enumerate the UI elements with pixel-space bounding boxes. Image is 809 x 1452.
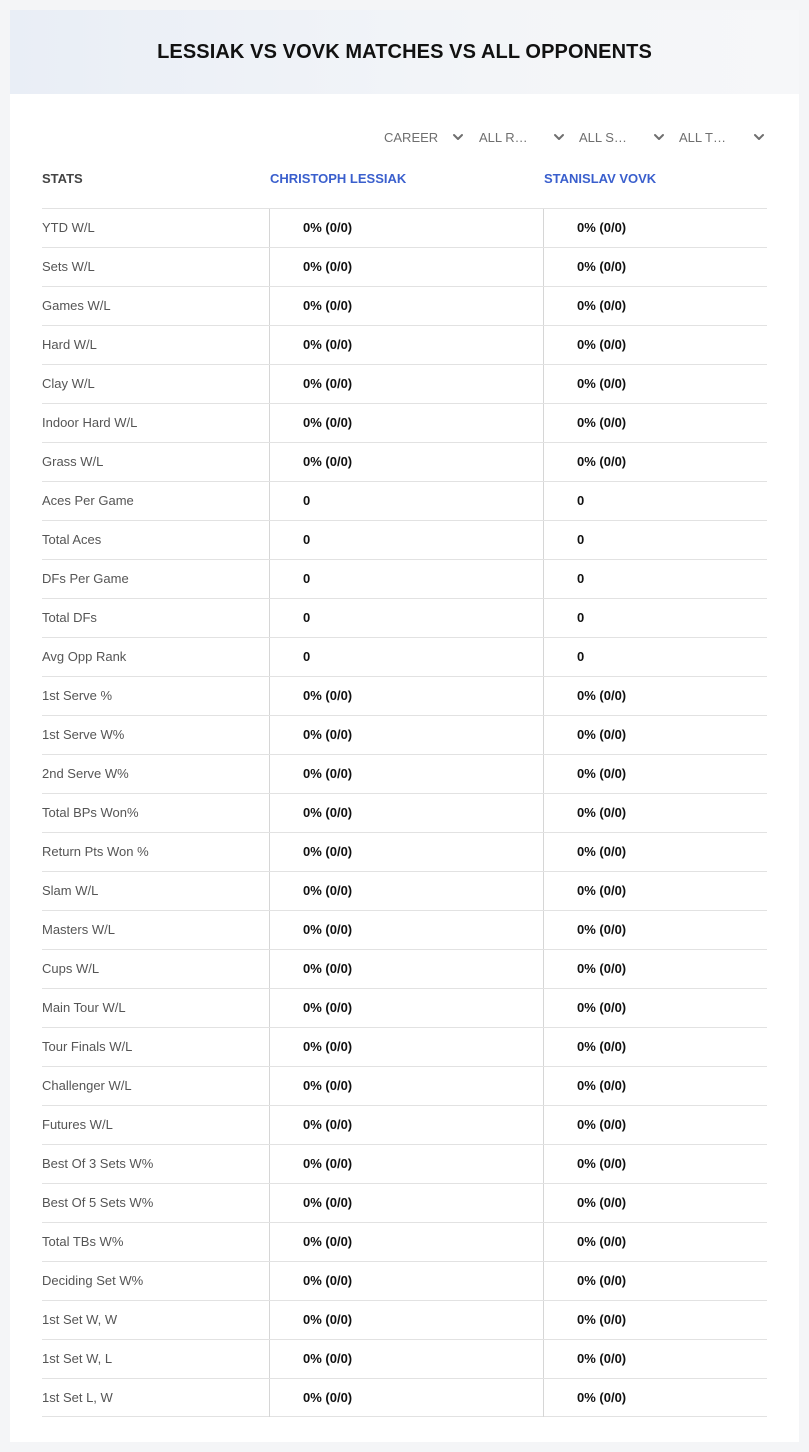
- table-row: [42, 442, 767, 481]
- card-header: [10, 10, 799, 94]
- stat-label: Main Tour W/L: [42, 1000, 126, 1015]
- stats-column-header: STATS: [42, 171, 83, 186]
- table-row: [42, 1339, 767, 1378]
- player1-stat-value: 0% (0/0): [269, 1067, 543, 1105]
- player1-stat-value: 0% (0/0): [269, 287, 543, 325]
- page-title: LESSIAK VS VOVK MATCHES VS ALL OPPONENTS: [157, 40, 652, 63]
- table-row: [42, 247, 767, 286]
- player2-stat-value: 0% (0/0): [543, 404, 767, 442]
- player1-stat-value: 0% (0/0): [269, 1145, 543, 1183]
- player2-stat-value: 0% (0/0): [543, 248, 767, 286]
- table-row: [42, 949, 767, 988]
- player2-stat-value: 0% (0/0): [543, 755, 767, 793]
- stat-label: Return Pts Won %: [42, 844, 149, 859]
- player1-stat-value: 0% (0/0): [269, 1223, 543, 1261]
- player2-stat-value: 0% (0/0): [543, 1223, 767, 1261]
- stat-label: Best Of 5 Sets W%: [42, 1195, 154, 1210]
- table-row: [42, 520, 767, 559]
- player1-stat-value: 0% (0/0): [269, 677, 543, 715]
- stat-label: 2nd Serve W%: [42, 766, 129, 781]
- player1-stat-value: 0% (0/0): [269, 365, 543, 403]
- table-row: [42, 208, 767, 247]
- table-row: [42, 403, 767, 442]
- player1-stat-value: 0: [269, 599, 543, 637]
- table-row: [42, 910, 767, 949]
- table-row: [42, 481, 767, 520]
- table-row: [42, 1027, 767, 1066]
- player1-stat-value: 0% (0/0): [269, 872, 543, 910]
- player2-stat-value: 0% (0/0): [543, 365, 767, 403]
- player1-stat-value: 0% (0/0): [269, 1340, 543, 1378]
- player1-stat-value: 0% (0/0): [269, 794, 543, 832]
- player1-stat-value: 0: [269, 521, 543, 559]
- filter-surface-select[interactable]: [579, 126, 665, 148]
- player2-stat-value: 0% (0/0): [543, 950, 767, 988]
- table-row: [42, 871, 767, 910]
- stat-label: Hard W/L: [42, 337, 97, 352]
- player2-stat-value: 0% (0/0): [543, 1184, 767, 1222]
- filter-period-label: CAREER: [384, 129, 439, 145]
- table-header: [42, 170, 767, 208]
- stat-label: DFs Per Game: [42, 571, 129, 586]
- stat-label: Best Of 3 Sets W%: [42, 1156, 154, 1171]
- stat-label: Total BPs Won%: [42, 805, 139, 820]
- player1-stat-value: 0% (0/0): [269, 326, 543, 364]
- player2-stat-value: 0% (0/0): [543, 1028, 767, 1066]
- stat-label: YTD W/L: [42, 220, 95, 235]
- player2-stat-value: 0% (0/0): [543, 716, 767, 754]
- player1-stat-value: 0% (0/0): [269, 1184, 543, 1222]
- player1-stat-value: 0: [269, 482, 543, 520]
- player1-stat-value: 0% (0/0): [269, 1379, 543, 1417]
- player2-stat-value: 0% (0/0): [543, 1145, 767, 1183]
- player2-stat-value: 0% (0/0): [543, 794, 767, 832]
- player2-stat-value: 0% (0/0): [543, 872, 767, 910]
- table-row: [42, 364, 767, 403]
- player1-stat-value: 0% (0/0): [269, 911, 543, 949]
- filter-period-select[interactable]: [384, 126, 464, 148]
- player2-stat-value: 0: [543, 560, 767, 598]
- player2-stat-value: 0% (0/0): [543, 1301, 767, 1339]
- stat-label: 1st Set L, W: [42, 1390, 113, 1405]
- stat-label: Masters W/L: [42, 922, 115, 937]
- player2-stat-value: 0: [543, 638, 767, 676]
- chevron-down-icon: [452, 131, 464, 143]
- table-row: [42, 325, 767, 364]
- player2-stat-value: 0% (0/0): [543, 326, 767, 364]
- table-row: [42, 598, 767, 637]
- player1-stat-value: 0% (0/0): [269, 716, 543, 754]
- table-row: [42, 988, 767, 1027]
- player1-stat-value: 0% (0/0): [269, 209, 543, 247]
- stat-label: Futures W/L: [42, 1117, 113, 1132]
- player2-stat-value: 0% (0/0): [543, 911, 767, 949]
- stat-label: Deciding Set W%: [42, 1273, 144, 1288]
- stats-card: [10, 10, 799, 1442]
- table-row: [42, 1144, 767, 1183]
- chevron-down-icon: [653, 131, 665, 143]
- player1-stat-value: 0% (0/0): [269, 950, 543, 988]
- table-row: [42, 754, 767, 793]
- chevron-down-icon: [553, 131, 565, 143]
- player2-stat-value: 0% (0/0): [543, 677, 767, 715]
- player2-stat-value: 0: [543, 521, 767, 559]
- player2-stat-value: 0: [543, 482, 767, 520]
- stat-label: Sets W/L: [42, 259, 95, 274]
- table-row: [42, 676, 767, 715]
- stat-label: Cups W/L: [42, 961, 100, 976]
- stat-label: Total Aces: [42, 532, 102, 547]
- player2-stat-value: 0: [543, 599, 767, 637]
- player2-stat-value: 0% (0/0): [543, 1340, 767, 1378]
- table-row: [42, 1300, 767, 1339]
- player1-stat-value: 0% (0/0): [269, 833, 543, 871]
- chevron-down-icon: [753, 131, 765, 143]
- player2-stat-value: 0% (0/0): [543, 443, 767, 481]
- player2-link[interactable]: STANISLAV VOVK: [544, 171, 657, 186]
- player1-stat-value: 0% (0/0): [269, 404, 543, 442]
- table-row: [42, 832, 767, 871]
- stat-label: Tour Finals W/L: [42, 1039, 133, 1054]
- table-row: [42, 1066, 767, 1105]
- player1-stat-value: 0% (0/0): [269, 1028, 543, 1066]
- stat-label: Avg Opp Rank: [42, 649, 127, 664]
- stat-label: Aces Per Game: [42, 493, 134, 508]
- table-row: [42, 793, 767, 832]
- player1-stat-value: 0% (0/0): [269, 1262, 543, 1300]
- stat-label: Clay W/L: [42, 376, 95, 391]
- player2-stat-value: 0% (0/0): [543, 1106, 767, 1144]
- stat-label: Grass W/L: [42, 454, 104, 469]
- player2-stat-value: 0% (0/0): [543, 209, 767, 247]
- player1-stat-value: 0: [269, 560, 543, 598]
- player1-stat-value: 0% (0/0): [269, 1106, 543, 1144]
- table-row: [42, 1378, 767, 1417]
- stat-label: 1st Set W, L: [42, 1351, 113, 1366]
- player2-stat-value: 0% (0/0): [543, 1379, 767, 1417]
- player1-stat-value: 0% (0/0): [269, 443, 543, 481]
- player1-stat-value: 0% (0/0): [269, 989, 543, 1027]
- player2-stat-value: 0% (0/0): [543, 833, 767, 871]
- table-row: [42, 286, 767, 325]
- stat-label: Challenger W/L: [42, 1078, 132, 1093]
- filter-bar: [10, 126, 799, 148]
- filter-surface-label: ALL S…: [579, 129, 627, 145]
- stat-label: Slam W/L: [42, 883, 99, 898]
- filter-round-label: ALL R…: [479, 129, 528, 145]
- stat-label: Total DFs: [42, 610, 97, 625]
- stat-label: Games W/L: [42, 298, 111, 313]
- player2-stat-value: 0% (0/0): [543, 1262, 767, 1300]
- stat-label: 1st Serve W%: [42, 727, 125, 742]
- filter-tournament-label: ALL T…: [679, 129, 726, 145]
- table-row: [42, 1222, 767, 1261]
- player1-link[interactable]: CHRISTOPH LESSIAK: [270, 171, 407, 186]
- table-row: [42, 1261, 767, 1300]
- player1-stat-value: 0% (0/0): [269, 248, 543, 286]
- player2-stat-value: 0% (0/0): [543, 989, 767, 1027]
- table-row: [42, 637, 767, 676]
- stats-table-body: [42, 208, 767, 1417]
- stat-label: 1st Set W, W: [42, 1312, 118, 1327]
- table-row: [42, 715, 767, 754]
- stat-label: Indoor Hard W/L: [42, 415, 138, 430]
- player1-stat-value: 0% (0/0): [269, 1301, 543, 1339]
- stat-label: 1st Serve %: [42, 688, 113, 703]
- filter-tournament-select[interactable]: [679, 126, 765, 148]
- table-row: [42, 1105, 767, 1144]
- filter-round-select[interactable]: [479, 126, 565, 148]
- player1-stat-value: 0: [269, 638, 543, 676]
- table-row: [42, 1183, 767, 1222]
- table-row: [42, 559, 767, 598]
- player2-stat-value: 0% (0/0): [543, 287, 767, 325]
- player2-stat-value: 0% (0/0): [543, 1067, 767, 1105]
- player1-stat-value: 0% (0/0): [269, 755, 543, 793]
- stat-label: Total TBs W%: [42, 1234, 124, 1249]
